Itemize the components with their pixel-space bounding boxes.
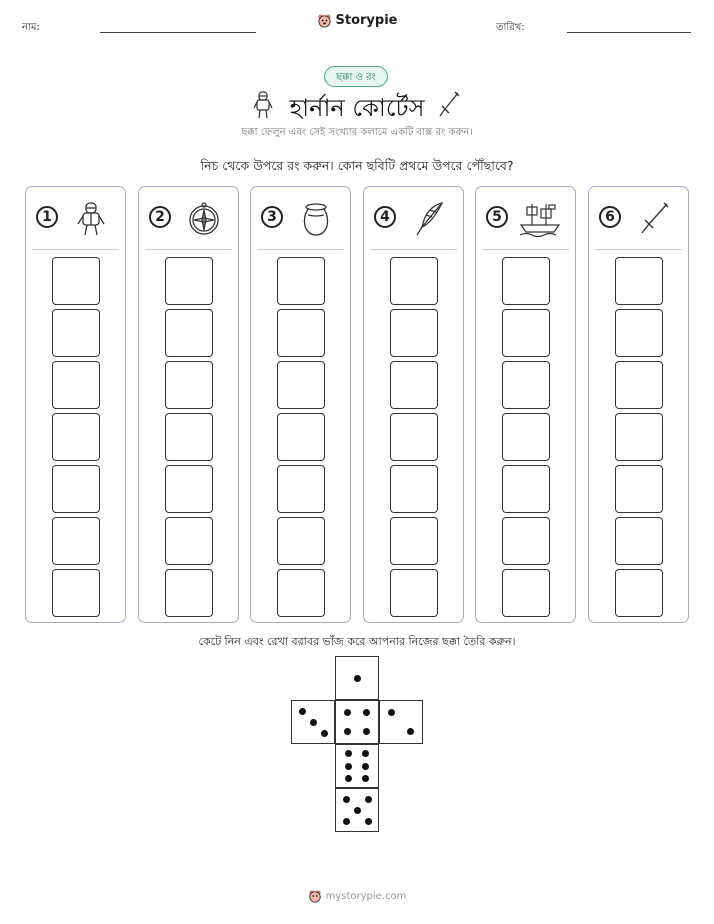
ship-icon bbox=[518, 201, 564, 237]
subtitle: ছক্কা ফেলুন এবং সেই সংখ্যার কলামে একটি বাক্স রং করুন। bbox=[241, 127, 473, 138]
color-box[interactable] bbox=[165, 517, 213, 565]
column-4 bbox=[363, 186, 464, 623]
color-box[interactable] bbox=[390, 309, 438, 357]
brand-logo bbox=[0, 13, 714, 28]
dice-pip bbox=[407, 728, 414, 735]
dice-pip bbox=[345, 750, 352, 757]
color-box[interactable] bbox=[165, 465, 213, 513]
color-box[interactable] bbox=[165, 569, 213, 617]
sword-icon bbox=[637, 201, 671, 237]
dice-pip bbox=[321, 730, 328, 737]
dice-face-6 bbox=[335, 744, 379, 788]
color-box[interactable] bbox=[390, 569, 438, 617]
color-box[interactable] bbox=[615, 413, 663, 461]
column-number: 3 bbox=[261, 206, 283, 228]
column-number: 2 bbox=[149, 206, 171, 228]
storypie-mascot-icon bbox=[308, 889, 322, 903]
color-box[interactable] bbox=[502, 413, 550, 461]
instruction: নিচ থেকে উপরে রং করুন। কোন ছবিটি প্রথমে উপরে পৌঁছাবে? bbox=[200, 158, 514, 173]
color-box[interactable] bbox=[165, 361, 213, 409]
brand-name: Storypie bbox=[335, 13, 398, 28]
dice-face-4 bbox=[335, 700, 379, 744]
column-divider bbox=[370, 249, 457, 250]
color-box[interactable] bbox=[52, 517, 100, 565]
color-box[interactable] bbox=[390, 413, 438, 461]
name-line[interactable] bbox=[100, 32, 256, 33]
color-box[interactable] bbox=[277, 361, 325, 409]
name-label: নাম: bbox=[22, 22, 40, 33]
column-3 bbox=[250, 186, 351, 623]
sword-title-icon bbox=[436, 90, 462, 120]
color-box[interactable] bbox=[615, 517, 663, 565]
dice-pip bbox=[365, 796, 372, 803]
dice-pip bbox=[362, 763, 369, 770]
color-box[interactable] bbox=[615, 361, 663, 409]
dice-pip bbox=[354, 675, 361, 682]
color-box[interactable] bbox=[52, 569, 100, 617]
compass-icon bbox=[187, 201, 221, 237]
dice-pip bbox=[344, 728, 351, 735]
page-title: হার্নান কোর্টেস bbox=[289, 94, 425, 122]
color-box[interactable] bbox=[277, 517, 325, 565]
knight-icon bbox=[74, 201, 108, 237]
dice-pip bbox=[362, 750, 369, 757]
color-box[interactable] bbox=[165, 257, 213, 305]
column-divider bbox=[32, 249, 119, 250]
dice-pip bbox=[343, 796, 350, 803]
dice-pip bbox=[344, 709, 351, 716]
color-box[interactable] bbox=[502, 361, 550, 409]
color-box[interactable] bbox=[52, 465, 100, 513]
color-box[interactable] bbox=[390, 465, 438, 513]
dice-pip bbox=[365, 818, 372, 825]
color-box[interactable] bbox=[615, 257, 663, 305]
color-box[interactable] bbox=[502, 569, 550, 617]
color-box[interactable] bbox=[502, 465, 550, 513]
color-box[interactable] bbox=[52, 309, 100, 357]
color-box[interactable] bbox=[502, 257, 550, 305]
column-number: 4 bbox=[374, 206, 396, 228]
storypie-mascot-icon bbox=[317, 13, 332, 28]
color-box[interactable] bbox=[615, 465, 663, 513]
pot-icon bbox=[299, 201, 333, 237]
column-number: 6 bbox=[599, 206, 621, 228]
color-box[interactable] bbox=[502, 517, 550, 565]
quill-icon bbox=[412, 201, 446, 237]
dice-pip bbox=[363, 728, 370, 735]
column-2 bbox=[138, 186, 239, 623]
color-box[interactable] bbox=[165, 413, 213, 461]
date-line[interactable] bbox=[567, 32, 691, 33]
color-box[interactable] bbox=[390, 517, 438, 565]
color-box[interactable] bbox=[277, 413, 325, 461]
activity-badge: ছক্কা ও রং bbox=[324, 66, 388, 87]
dice-pip bbox=[345, 763, 352, 770]
dice-pip bbox=[362, 775, 369, 782]
dice-pip bbox=[354, 807, 361, 814]
footer bbox=[0, 889, 714, 903]
color-box[interactable] bbox=[165, 309, 213, 357]
color-box[interactable] bbox=[615, 569, 663, 617]
dice-pip bbox=[299, 708, 306, 715]
color-box[interactable] bbox=[277, 257, 325, 305]
dice-pip bbox=[310, 719, 317, 726]
dice-pip bbox=[345, 775, 352, 782]
dice-face-2 bbox=[379, 700, 423, 744]
color-box[interactable] bbox=[277, 309, 325, 357]
dice-pip bbox=[363, 709, 370, 716]
column-5 bbox=[475, 186, 576, 623]
column-1 bbox=[25, 186, 126, 623]
color-box[interactable] bbox=[390, 361, 438, 409]
column-divider bbox=[482, 249, 569, 250]
column-6 bbox=[588, 186, 689, 623]
cut-instruction: কেটে নিন এবং রেখা বরাবর ভাঁজ করে আপনার নিজের ছক্কা তৈরি করুন। bbox=[198, 635, 516, 648]
dice-pip bbox=[343, 818, 350, 825]
color-box[interactable] bbox=[502, 309, 550, 357]
color-box[interactable] bbox=[277, 465, 325, 513]
dice-face-1 bbox=[335, 656, 379, 700]
column-divider bbox=[145, 249, 232, 250]
column-number: 5 bbox=[486, 206, 508, 228]
footer-url[interactable]: mystorypie.com bbox=[325, 890, 407, 902]
color-box[interactable] bbox=[615, 309, 663, 357]
color-box[interactable] bbox=[52, 361, 100, 409]
dice-face-3 bbox=[291, 700, 335, 744]
dice-pip bbox=[388, 709, 395, 716]
column-number: 1 bbox=[36, 206, 58, 228]
date-label: তারিখ: bbox=[496, 22, 525, 33]
color-box[interactable] bbox=[390, 257, 438, 305]
column-divider bbox=[595, 249, 682, 250]
column-divider bbox=[257, 249, 344, 250]
dice-face-5 bbox=[335, 788, 379, 832]
color-box[interactable] bbox=[52, 257, 100, 305]
color-box[interactable] bbox=[52, 413, 100, 461]
color-box[interactable] bbox=[277, 569, 325, 617]
